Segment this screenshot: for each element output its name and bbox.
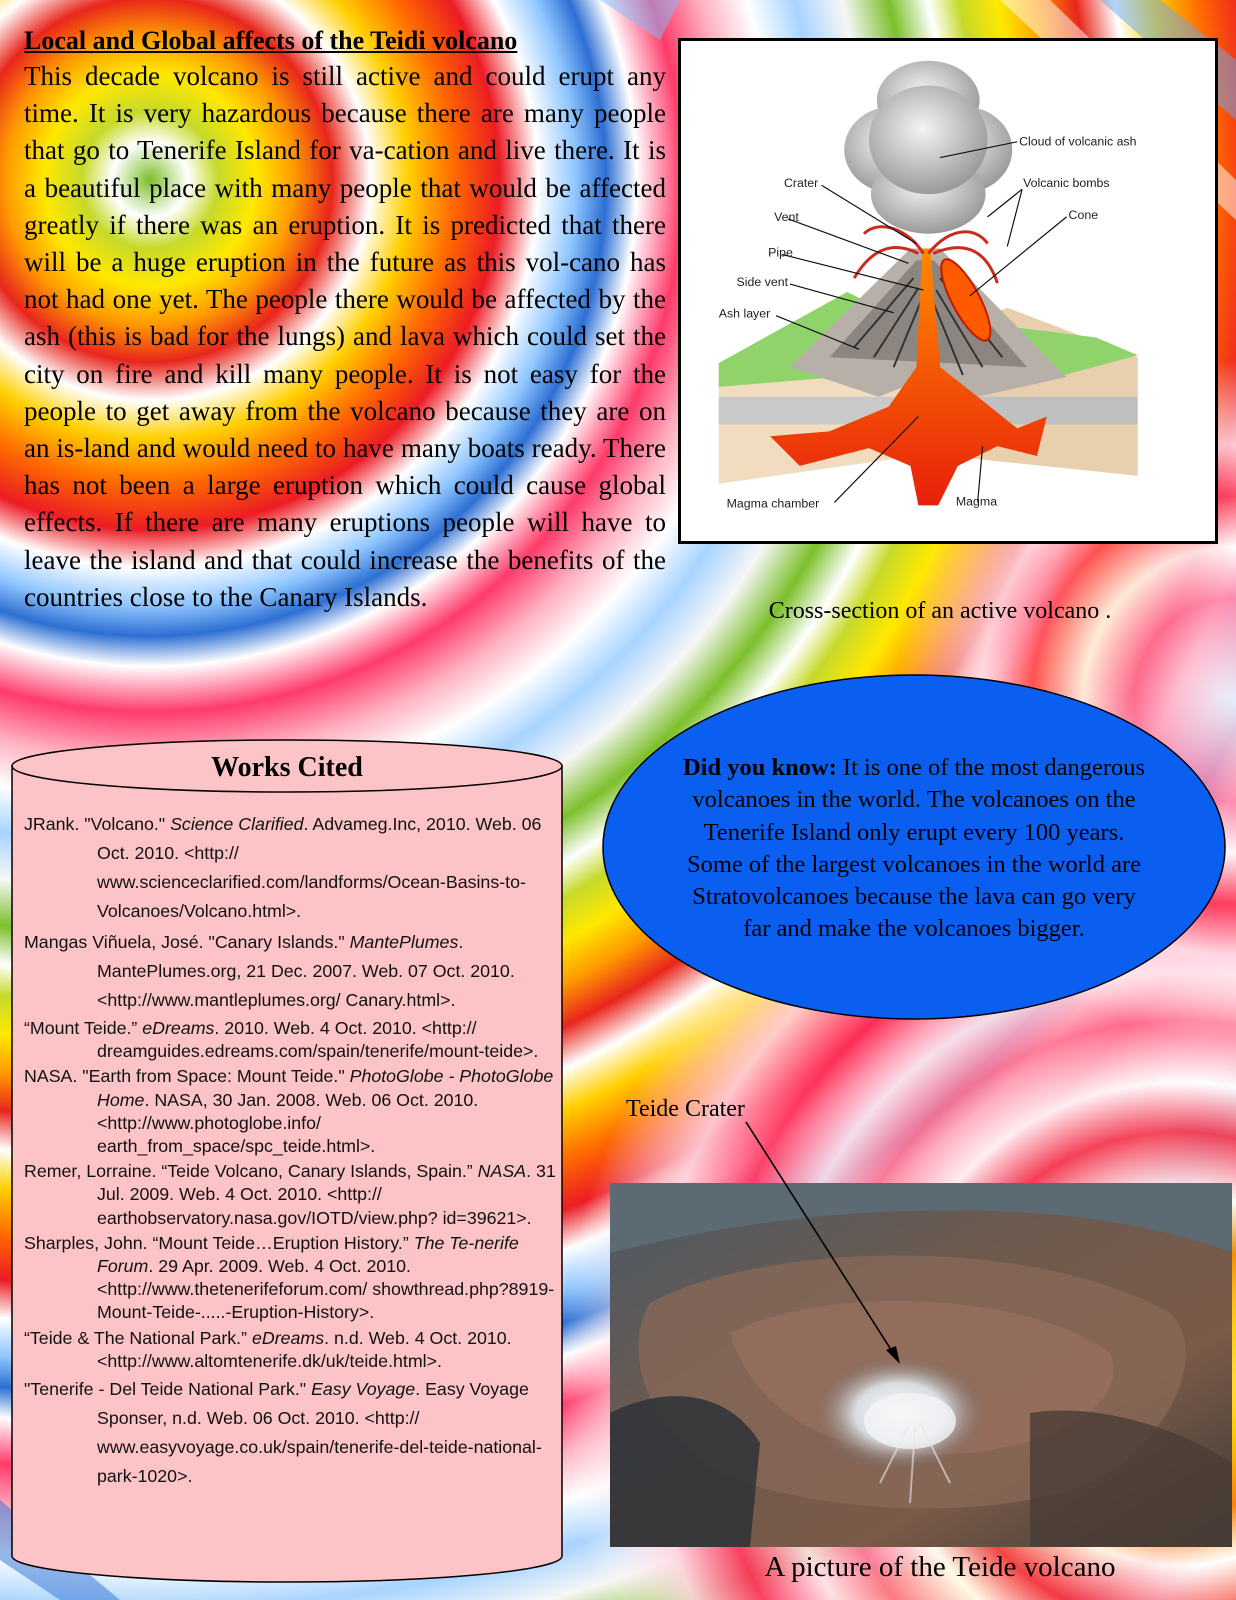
citation-item: JRank. "Volcano." Science Clarified. Advameg.Inc, 2010. Web. 06 Oct. 2010. <http:// www.scienceclarified.com/landforms/Ocean-Basins-to-Volcanoes/Volcano.html>. (24, 814, 542, 921)
article-title: Local and Global affects of the Teidi volcano (24, 26, 518, 55)
did-you-know-text (682, 752, 1146, 946)
label-crater: Crater (783, 176, 819, 191)
article-body: This decade volcano is still active and could erupt any time. It is very hazardous because there are many people that go to Tenerife Island for va-cation and live there. It is a beautiful place with many people that would be affected greatly if there was an eruption. It is predicted that there will be a huge eruption in the future as this vol-cano has not had one yet. The people there would be affected by the ash (this is bad for the lungs) and lava which could set the city on fire and kill many people. It is not easy for the people to get away from the volcano because they are on an is-land and would need to have many boats ready. There has not been a large eruption which could cause global effects. If there are many eruptions people will have to leave the island and that could increase the benefits of the countries close to the Canary Islands. (24, 61, 666, 612)
citation-item: "Tenerife - Del Teide National Park." Easy Voyage. Easy Voyage Sponser, n.d. Web. 06 Oct. 2010. <http:// www.easyvoyage.co.uk/spain/tenerife-del-teide-national-park-1020>. (24, 1379, 542, 1487)
label-volcanic-bombs: Volcanic bombs (1023, 176, 1110, 191)
citation-item: Remer, Lorraine. “Teide Volcano, Canary Islands, Spain.” NASA. 31 Jul. 2009. Web. 4 Oct. 2010. <http:// earthobservatory.nasa.gov/IOTD/view.php? id=39621>. (24, 1161, 556, 1228)
works-cited-list (24, 810, 559, 1493)
works-cited (10, 738, 564, 1584)
article (24, 24, 666, 616)
citation-item: “Teide & The National Park.” eDreams. n.d. Web. 4 Oct. 2010. <http://www.altomtenerife.dk/uk/teide.html>. (24, 1327, 512, 1371)
citation-item: “Mount Teide.” eDreams. 2010. Web. 4 Oct. 2010. <http:// dreamguides.edreams.com/spain/tenerife/mount-teide>. (24, 1018, 539, 1062)
teide-satellite-photo (610, 1183, 1232, 1547)
citation-item: NASA. "Earth from Space: Mount Teide." PhotoGlobe - PhotoGlobe Home. NASA, 30 Jan. 2008. Web. 06 Oct. 2010. <http://www.photoglobe.info/ earth_from_space/spc_teide.html>. (24, 1066, 554, 1157)
label-ash-cloud: Cloud of volcanic ash (1019, 134, 1137, 149)
did-you-know-body: It is one of the most dangerous volcanoes in the world. The volcanoes on the Tenerife Island only erupt every 100 years. Some of the largest volcanoes in the world are Stratovolcanoes because the lava can go very far and make the volcanoes bigger. (686, 754, 1146, 943)
did-you-know-callout (600, 672, 1228, 1022)
photo-caption: A picture of the Teide volcano (764, 1551, 1116, 1583)
works-cited-title: Works Cited (211, 752, 363, 783)
diagram-caption: Cross-section of an active volcano . (768, 598, 1112, 624)
teide-terrain-image (610, 1183, 1232, 1547)
citation-item: Sharples, John. “Mount Teide…Eruption History.” The Te-nerife Forum. 29 Apr. 2009. Web. 4 Oct. 2010. <http://www.thetenerifeforum.com/ showthread.php?8919-Mount-Teide-.....-Eruption-History>. (24, 1232, 555, 1323)
label-vent: Vent (774, 209, 799, 224)
label-magma-chamber: Magma chamber (726, 496, 820, 511)
label-magma: Magma (955, 494, 998, 509)
label-side-vent: Side vent (736, 275, 789, 290)
label-ash-layer: Ash layer (718, 306, 771, 321)
label-pipe: Pipe (768, 245, 793, 260)
volcano-cross-section-illustration (681, 41, 1215, 541)
label-cone: Cone (1068, 207, 1099, 222)
citation-item: Mangas Viñuela, José. "Canary Islands." MantePlumes. MantePlumes.org, 21 Dec. 2007. Web. 07 Oct. 2010. <http://www.mantleplumes.org/ Canary.html>. (24, 932, 515, 1010)
teide-crater-label: Teide Crater (626, 1096, 745, 1122)
volcano-diagram (678, 38, 1218, 544)
did-you-know-heading: Did you know: (682, 754, 837, 781)
